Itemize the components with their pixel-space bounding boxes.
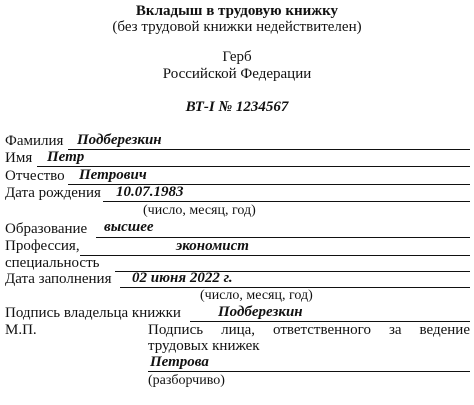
owner-signature-label: Подпись владельца книжки	[5, 305, 181, 321]
birth-date-hint: (число, месяц, год)	[143, 203, 256, 218]
birth-date-label: Дата рождения	[5, 185, 101, 201]
fill-date-value[interactable]: 02 июня 2022 г.	[132, 270, 233, 286]
responsible-label-line2: трудовых книжек	[148, 338, 260, 354]
patronymic-value[interactable]: Петрович	[79, 167, 147, 183]
document-subtitle: (без трудовой книжки недействителен)	[112, 19, 362, 35]
fill-date-hint: (число, месяц, год)	[200, 288, 313, 303]
surname-line	[68, 149, 470, 150]
profession-label-line2: специальность	[5, 255, 100, 271]
profession-value[interactable]: экономист	[176, 238, 249, 254]
name-label: Имя	[5, 150, 33, 166]
surname-value[interactable]: Подберезкин	[77, 132, 162, 148]
birth-date-value[interactable]: 10.07.1983	[116, 184, 184, 200]
owner-signature-value[interactable]: Подберезкин	[218, 304, 303, 320]
responsible-signature-line	[148, 371, 470, 372]
education-value[interactable]: высшее	[104, 219, 154, 235]
surname-label: Фамилия	[5, 133, 64, 149]
education-label: Образование	[5, 221, 88, 237]
emblem-caption-line1: Герб	[222, 49, 252, 65]
name-value[interactable]: Петр	[47, 149, 85, 165]
document-title: Вкладыш в трудовую книжку	[135, 3, 339, 19]
responsible-label-line1: Подпись лица, ответственного за ведение	[148, 322, 470, 338]
profession-line1	[80, 255, 470, 256]
responsible-value[interactable]: Петрова	[150, 354, 209, 370]
education-line	[96, 237, 470, 238]
responsible-hint: (разборчиво)	[148, 373, 225, 388]
profession-label-line1: Профессия,	[5, 238, 80, 254]
emblem-caption-line2: Российской Федерации	[162, 66, 312, 82]
birth-date-line	[103, 201, 470, 202]
fill-date-label: Дата заполнения	[5, 271, 112, 287]
seal-label: М.П.	[5, 322, 37, 338]
series-number: ВТ-I № 1234567	[185, 99, 289, 115]
patronymic-label: Отчество	[5, 168, 65, 184]
